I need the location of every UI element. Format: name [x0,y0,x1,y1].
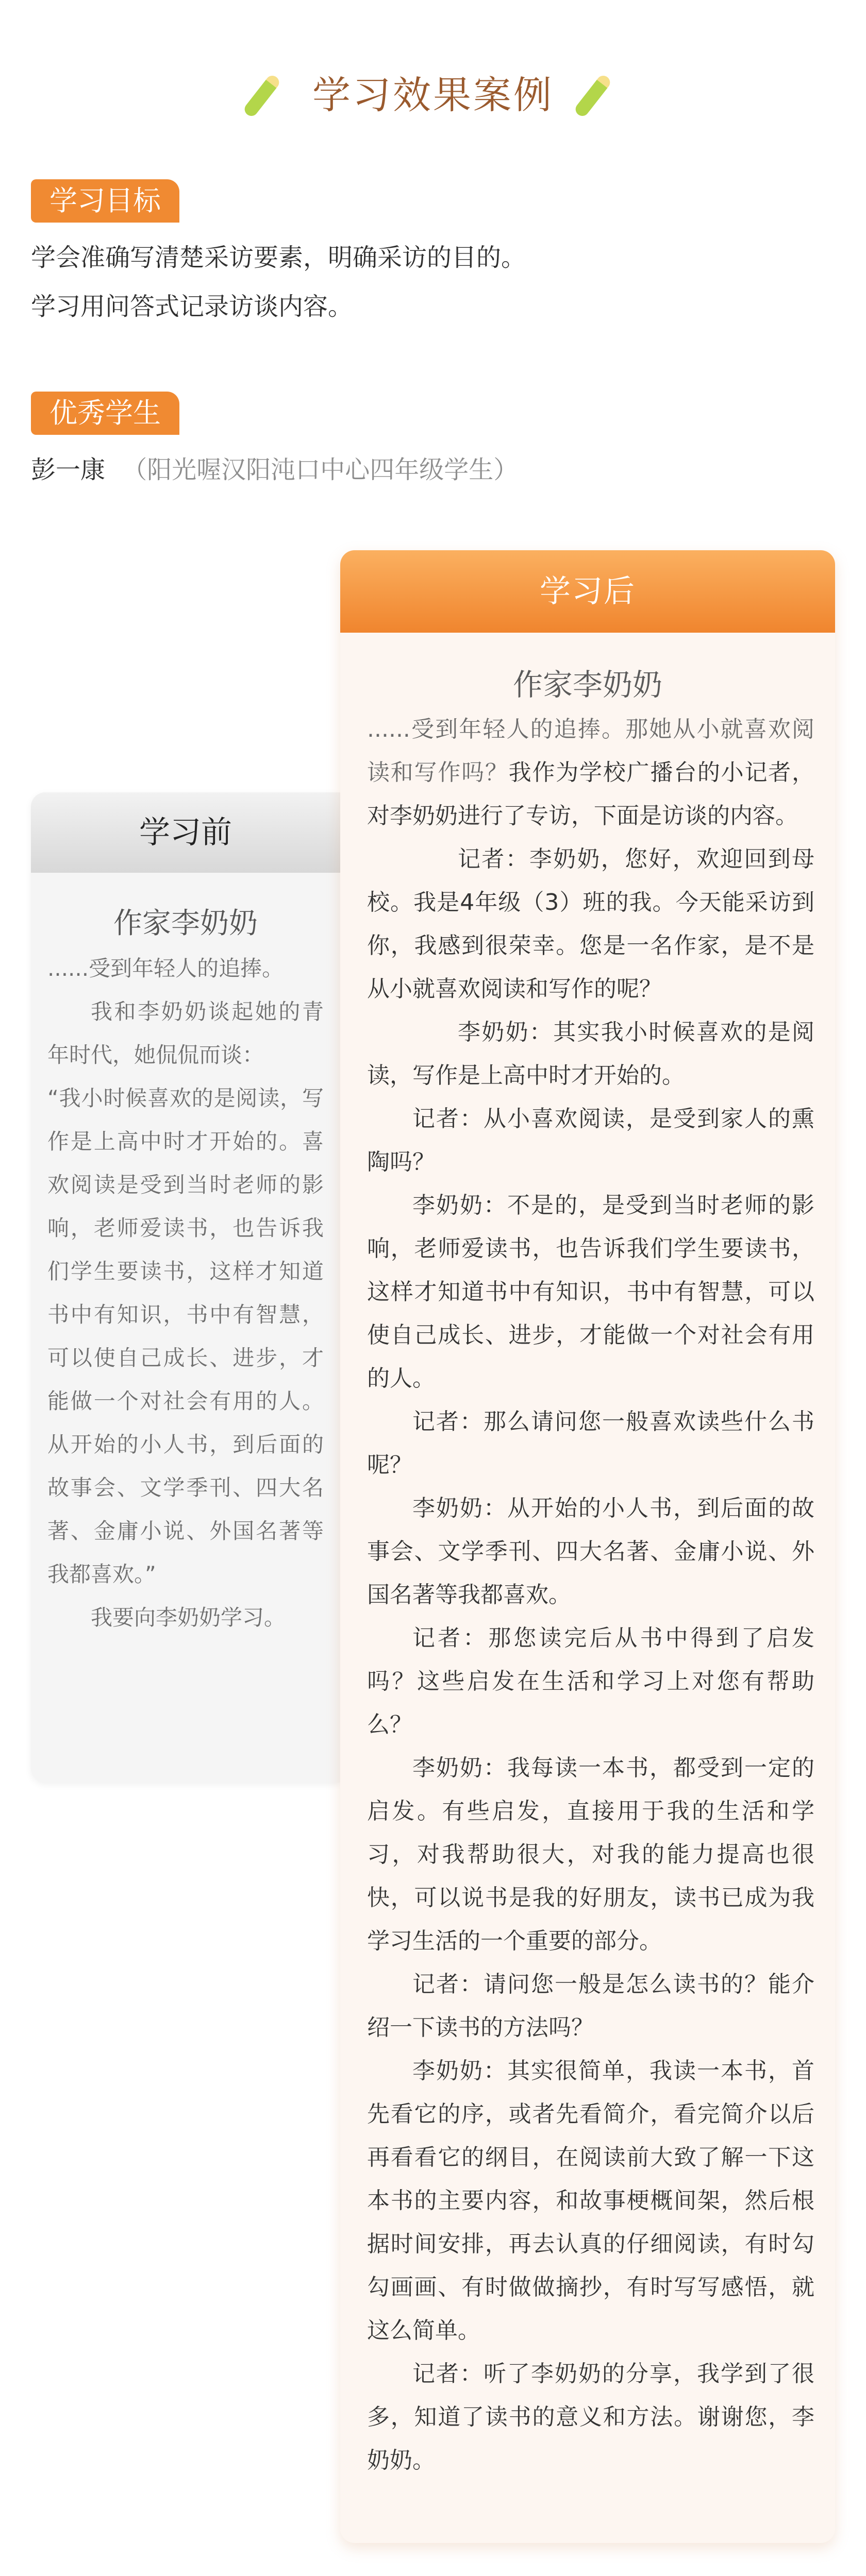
before-card [31,792,340,1783]
after-paragraph: 李奶奶：我每读一本书，都受到一定的启发。有些启发，直接用于我的生活和学习，对我帮助很大，对我的能力提高也很快，可以说书是我的好朋友，读书已成为我学习生活的一个重要的部分。 [367,1755,814,1954]
student-school: （阳光喔汉阳沌口中心四年级学生） [122,455,519,484]
goal-tag: 学习目标 [31,179,179,223]
before-essay-title: 作家李奶奶 [113,907,258,940]
after-paragraph: 记者：那您读完后从书中得到了启发吗？这些启发在生活和学习上对您有帮助么？ [367,1625,814,1738]
before-paragraph: ......受到年轻人的追捧。 [47,956,284,981]
after-intro-black: 我作为学校广播台的小记者，对李奶奶进行了专访，下面是访谈的内容。 [367,759,815,829]
student-info [31,454,518,485]
after-essay-body [367,708,814,2482]
page-title: 学习效果案例 [312,73,554,117]
student-name: 彭一康 [31,455,106,484]
after-paragraph: 李奶奶：其实我小时候喜欢的是阅读，写作是上高中时才开始的。 [367,1019,814,1089]
goal-line-2: 学习用问答式记录访谈内容。 [31,292,353,321]
before-header: 学习前 [31,792,340,873]
before-essay-body [47,947,324,1639]
after-paragraph: 记者：从小喜欢阅读，是受到家人的熏陶吗？ [367,1106,814,1175]
after-paragraph: 李奶奶：其实很简单，我读一本书，首先看它的序，或者先看简介，看完简介以后再看看它的纲目，在阅读前大致了解一下这本书的主要内容，和故事梗概间架，然后根据时间安排，再去认真的仔细阅读，有时勾勾画画、有时做做摘抄，有时写写感悟，就这么简单。 [367,2058,814,2344]
after-paragraph: 记者：李奶奶，您好，欢迎回到母校。我是4年级（3）班的我。今天能采访到你，我感到很荣幸。您是一名作家，是不是从小就喜欢阅读和写作的呢？ [367,846,814,1002]
before-paragraph: 我和李奶奶谈起她的青年时代，她侃侃而谈： [47,999,324,1067]
student-tag: 优秀学生 [31,392,179,435]
before-paragraph: 我要向李奶奶学习。 [91,1605,286,1630]
after-paragraph: 记者：请问您一般是怎么读书的？能介绍一下读书的方法吗？ [367,1971,814,2041]
after-paragraph: 李奶奶：从开始的小人书，到后面的故事会、文学季刊、四大名著、金庸小说、外国名著等我都喜欢。 [367,1495,814,1608]
after-card [340,550,835,2543]
after-header: 学习后 [340,550,835,633]
after-intro-grey: ......受到年轻人的追捧。那她从小就喜欢阅读和写作吗？ [367,716,814,786]
after-essay-title: 作家李奶奶 [512,667,662,702]
after-paragraph: 记者：听了李奶奶的分享，我学到了很多，知道了读书的意义和方法。谢谢您，李奶奶。 [367,2361,814,2473]
after-intro [367,708,814,838]
after-paragraph: 记者：那么请问您一般喜欢读些什么书呢？ [367,1409,814,1478]
after-paragraph: 李奶奶：不是的，是受到当时老师的影响，老师爱读书，也告诉我们学生要读书，这样才知道书中有知识，书中有智慧，可以使自己成长、进步，才能做一个对社会有用的人。 [367,1192,814,1392]
goal-line-1: 学会准确写清楚采访要素，明确采访的目的。 [31,243,526,272]
before-paragraph: “我小时候喜欢的是阅读，写作是上高中时才开始的。喜欢阅读是受到当时老师的影响，老师爱读书，也告诉我们学生要读书，这样才知道书中有知识，书中有智慧，可以使自己成长、进步，才能做一个对社会有用的人。从开始的小人书，到后面的故事会、文学季刊、四大名著、金庸小说、外国名著等我都喜欢。” [47,1086,324,1587]
